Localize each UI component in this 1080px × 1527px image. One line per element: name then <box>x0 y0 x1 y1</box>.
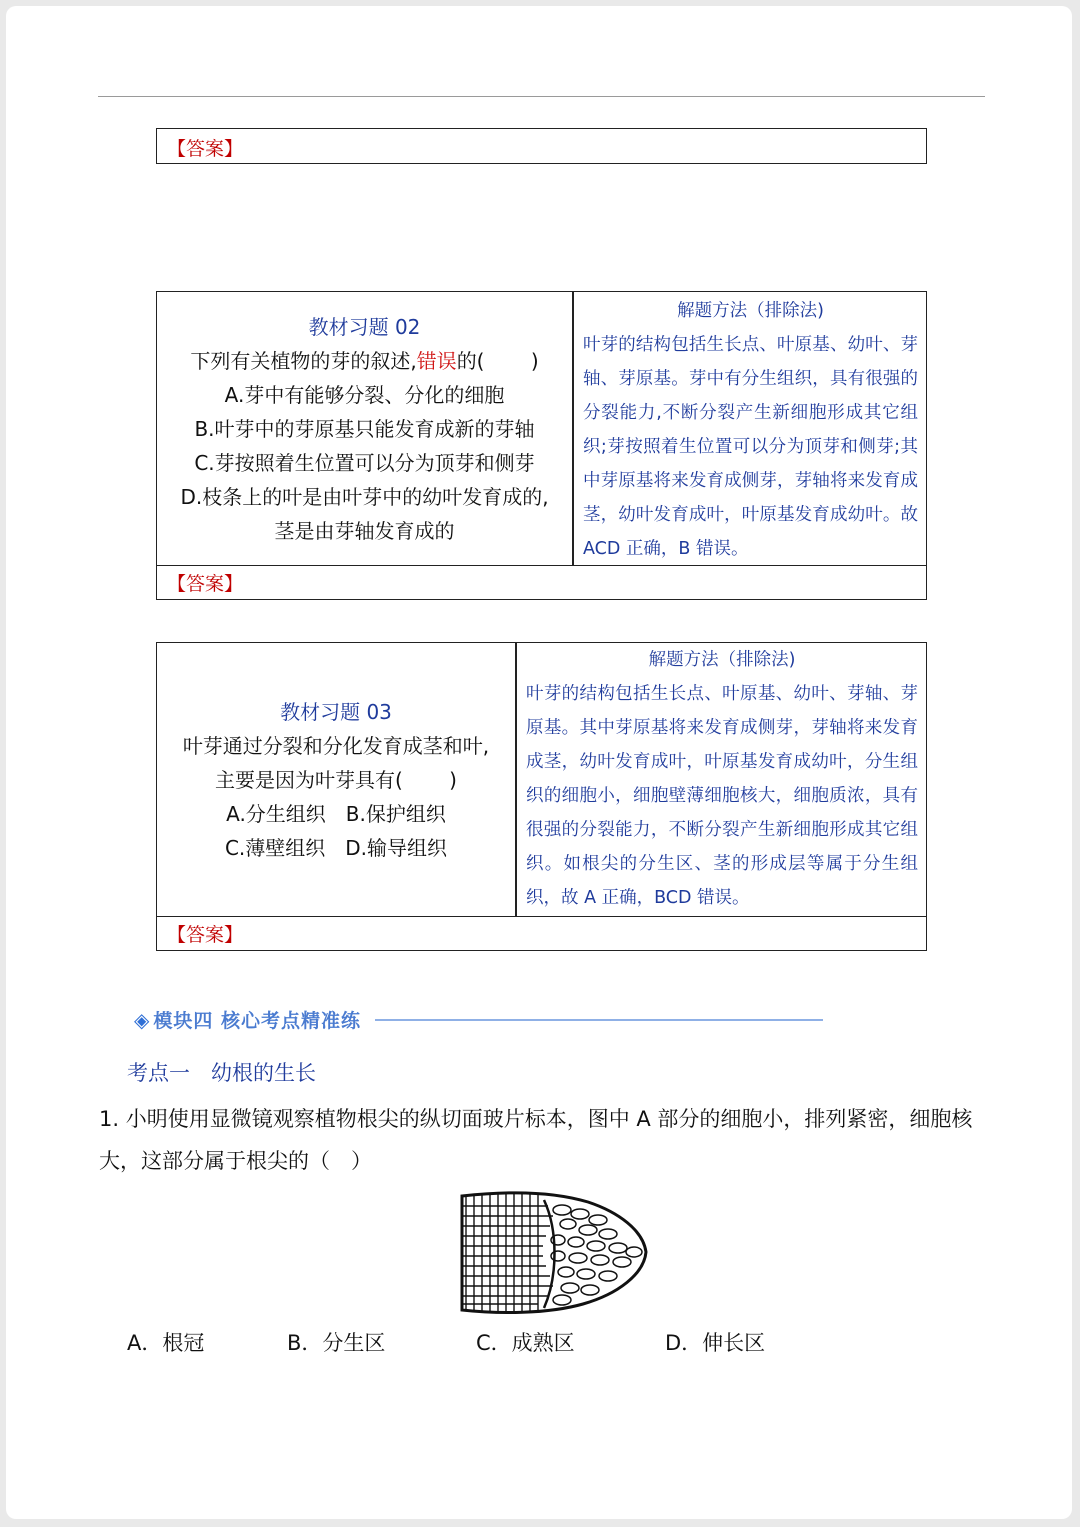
method-heading: 解题方法（排除法) <box>677 301 824 321</box>
exercise-02-method-cell <box>573 292 926 565</box>
root-tip-illustration <box>458 1190 650 1316</box>
module-heading <box>134 1006 823 1033</box>
option-d-continued: 茎是由芽轴发育成的 <box>274 518 455 543</box>
exercise-02-question <box>190 344 538 378</box>
option-d: D.枝条上的叶是由叶芽中的幼叶发育成的, <box>180 484 549 509</box>
question-line-2: 主要是因为叶芽具有( ) <box>215 767 457 792</box>
option-b: B.叶芽中的芽原基只能发育成新的芽轴 <box>194 416 535 441</box>
method-heading: 解题方法（排除法) <box>648 650 796 670</box>
answer-box-01 <box>156 128 927 164</box>
header-rule <box>98 96 985 97</box>
question-text: 下列有关植物的芽的叙述, <box>190 348 417 373</box>
exercise-03-table <box>156 642 927 951</box>
question-bracket: 的( ) <box>456 348 539 373</box>
exercise-03-question-cell <box>157 643 515 916</box>
exercise-02-question-cell <box>157 292 572 565</box>
option-a: A．根冠 <box>127 1331 205 1355</box>
method-text: 叶芽的结构包括生长点、叶原基、幼叶、芽轴、芽原基。其中芽原基将来发育成侧芽，芽轴将来发育成茎，幼叶发育成叶，叶原基发育成幼叶，分生组织的细胞小，细胞壁薄细胞核大，细胞质浓，具有很强的分裂能力，不断分裂产生新细胞形成其它组织。如根尖的分生区、茎的形成层等属于分生组织，故 A 正确，BCD 错误。 <box>526 684 918 908</box>
option-b: B．分生区 <box>287 1331 386 1355</box>
option-c: C．成熟区 <box>476 1331 575 1355</box>
question-line-1: 叶芽通过分裂和分化发育成茎和叶, <box>182 733 490 758</box>
options-ab: A.分生组织 B.保护组织 <box>226 801 446 826</box>
question-1-stem: 1. 小明使用显微镜观察植物根尖的纵切面玻片标本，图中 A 部分的细胞小，排列紧密，细胞核大，这部分属于根尖的（ ） <box>99 1107 973 1173</box>
question-keyword-wrong: 错误 <box>416 348 457 373</box>
diamond-arrow-icon: ◈ <box>134 1007 150 1032</box>
option-d: D．伸长区 <box>665 1331 766 1355</box>
answer-row <box>157 565 926 599</box>
exercise-02-title: 教材习题 02 <box>308 314 421 339</box>
answer-label: 【答案】 <box>167 924 244 946</box>
option-c: C.芽按照着生位置可以分为顶芽和侧芽 <box>194 450 535 475</box>
answer-label: 【答案】 <box>167 138 244 160</box>
method-text: 叶芽的结构包括生长点、叶原基、幼叶、芽轴、芽原基。芽中有分生组织，具有很强的分裂能力,不断分裂产生新细胞形成其它组织;芽按照着生位置可以分为顶芽和侧芽;其中芽原基将来发育成侧芽，芽轴将来发育成茎，幼叶发育成叶，叶原基发育成幼叶。故 ACD 正确，B 错误。 <box>583 335 918 559</box>
exercise-02-table <box>156 291 927 600</box>
module-title: 模块四 核心考点精准练 <box>153 1010 362 1032</box>
kaodian-heading: 考点一 幼根的生长 <box>127 1061 316 1085</box>
exercise-03-title: 教材习题 03 <box>280 699 392 724</box>
options-cd: C.薄壁组织 D.输导组织 <box>224 835 448 860</box>
module-rule <box>375 1019 823 1021</box>
exercise-03-method-cell <box>516 643 926 916</box>
answer-row <box>157 916 926 950</box>
option-a: A.芽中有能够分裂、分化的细胞 <box>224 382 505 407</box>
answer-label: 【答案】 <box>167 573 244 595</box>
